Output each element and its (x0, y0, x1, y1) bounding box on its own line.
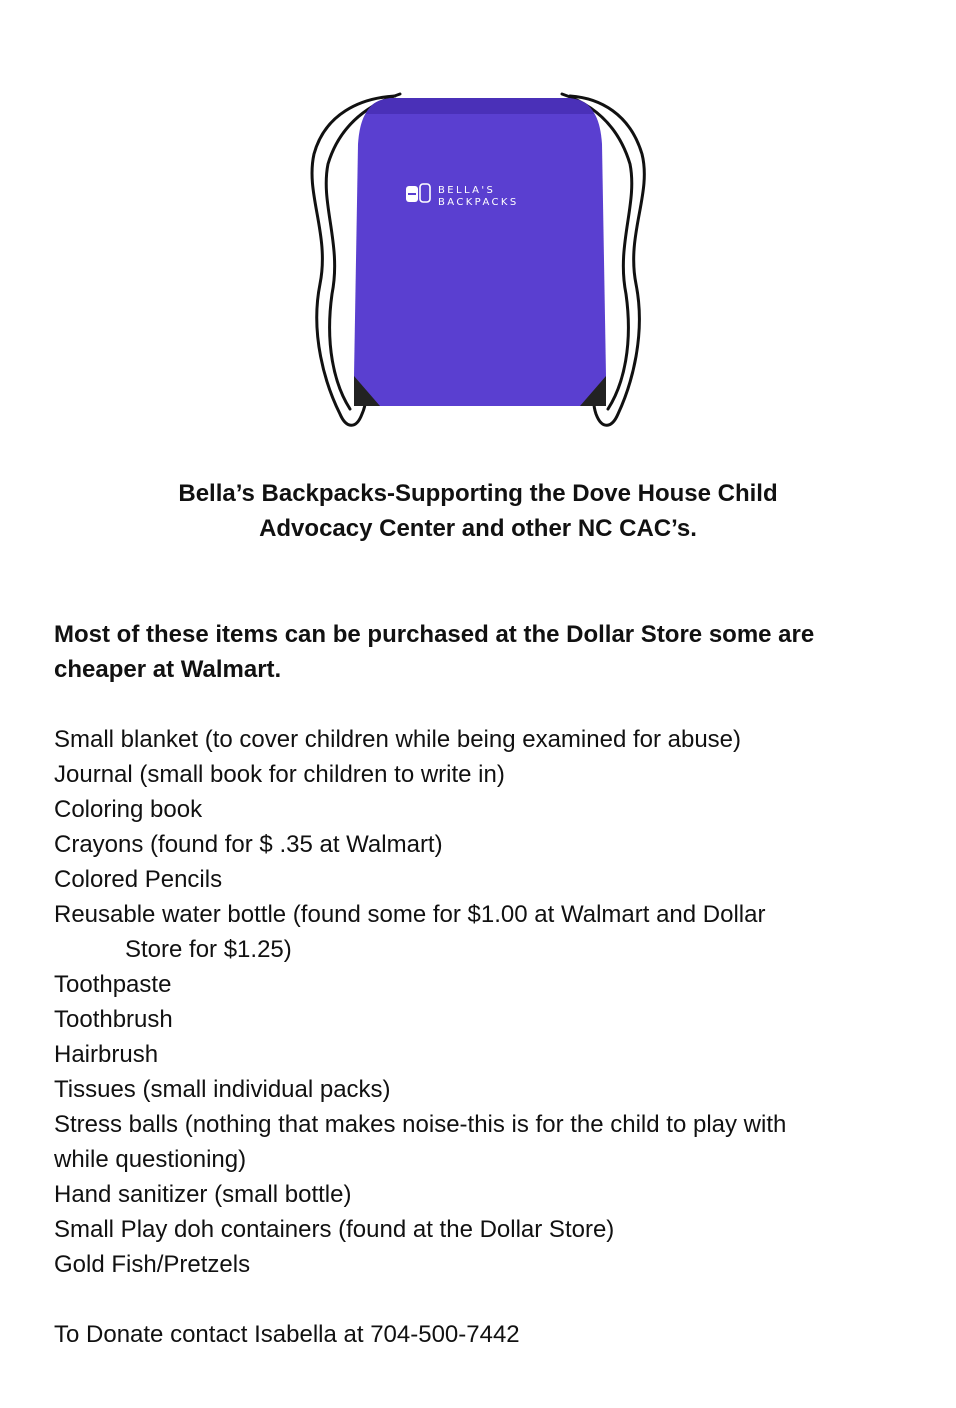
bag-hem (366, 98, 594, 114)
donate-contact: To Donate contact Isabella at 704-500-7442 (54, 1321, 520, 1348)
page-heading (0, 476, 956, 546)
list-item-continuation: while questioning) (54, 1146, 247, 1173)
list-item-line: Reusable water bottle (found some for $1.00 at Walmart and Dollar (54, 901, 766, 928)
list-item: Hand sanitizer (small bottle) (54, 1181, 352, 1208)
heading-line-1: Bella’s Backpacks-Supporting the Dove House Child (178, 480, 778, 507)
brand-line-2: BACKPACKS (438, 197, 519, 208)
list-item: Toothbrush (54, 1006, 173, 1033)
list-item: Tissues (small individual packs) (54, 1076, 391, 1103)
list-item (54, 1107, 914, 1177)
list-item-continuation: Store for $1.25) (125, 936, 292, 963)
list-item-line: Stress balls (nothing that makes noise-this is for the child to play with (54, 1111, 787, 1138)
intro-line-1: Most of these items can be purchased at the Dollar Store some are (54, 621, 815, 648)
list-item: Small blanket (to cover children while being examined for abuse) (54, 726, 742, 753)
drawstring-backpack-image (300, 84, 660, 440)
list-item: Gold Fish/Pretzels (54, 1251, 251, 1278)
list-item: Small Play doh containers (found at the Dollar Store) (54, 1216, 615, 1243)
brand-line-1: BELLA'S (438, 185, 496, 196)
list-item: Coloring book (54, 796, 203, 823)
list-item (54, 897, 914, 967)
heading-line-2: Advocacy Center and other NC CAC’s. (259, 515, 697, 542)
list-item: Toothpaste (54, 971, 172, 998)
bag-body (354, 98, 606, 406)
list-item: Journal (small book for children to write in) (54, 761, 505, 788)
list-item: Crayons (found for $ .35 at Walmart) (54, 831, 443, 858)
list-item: Colored Pencils (54, 866, 223, 893)
intro-line-2: cheaper at Walmart. (54, 656, 282, 683)
intro-text (54, 617, 894, 687)
list-item: Hairbrush (54, 1041, 159, 1068)
supply-list (54, 722, 914, 1282)
